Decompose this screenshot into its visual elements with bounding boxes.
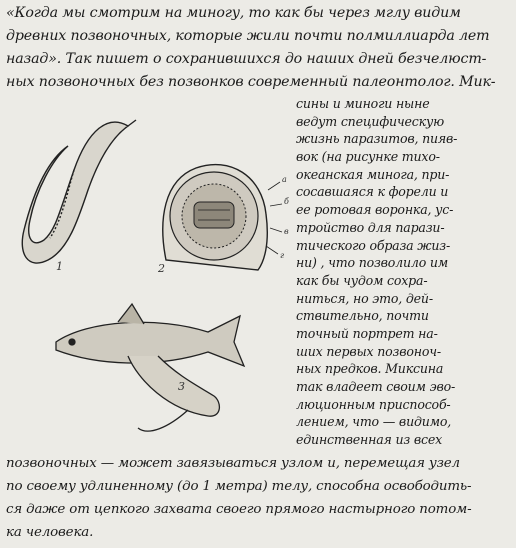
- oral-disc-figure-2: [163, 165, 289, 270]
- paragraph-line: ниться, но это, дей-: [296, 290, 433, 306]
- paragraph-line: ее ротовая воронка, ус-: [296, 202, 454, 218]
- paragraph-line: «Когда мы смотрим на миногу, то как бы через мглу видим: [6, 5, 461, 21]
- figure-label-1: 1: [56, 260, 63, 273]
- paragraph-line: тического образа жиз-: [296, 237, 451, 253]
- paragraph-line: океанская минога, при-: [296, 166, 450, 182]
- paragraph-line: назад». Так пишет о сохранившихся до наших дней безчелюст-: [6, 51, 487, 67]
- paragraph-line: по своему удлиненному (до 1 метра) телу, способна освободить-: [6, 479, 472, 494]
- paragraph-line: ведут специфическую: [296, 113, 444, 129]
- figure-label-3: 3: [178, 380, 185, 393]
- part-label-b: б: [284, 197, 289, 206]
- lamprey-figure-1: [22, 120, 136, 263]
- lamprey-drawing: [8, 110, 296, 450]
- paragraph-line: ных предков. Миксина: [296, 361, 444, 377]
- paragraph-line: позвоночных — может завязываться узлом и, перемещая узел: [6, 456, 460, 471]
- paragraph-line: ка человека.: [6, 525, 94, 540]
- paragraph-line: люционным приспособ-: [296, 396, 451, 412]
- paragraph-line: ших первых позвоноч-: [296, 343, 441, 359]
- paragraph-line: сины и миноги ныне: [296, 96, 430, 111]
- paragraph-line: лением, что — видимо,: [296, 414, 452, 430]
- paragraph-line: ни) , что позволило им: [296, 255, 449, 271]
- lamprey-illustration: [8, 110, 296, 450]
- paragraph-line: точный портрет на-: [296, 325, 438, 341]
- paragraph-line: ных позвоночных без позвонков современный палеонтолог. Мик-: [6, 74, 496, 90]
- part-label-v: в: [284, 227, 289, 236]
- part-label-g: г: [280, 251, 285, 260]
- trout-with-lamprey-figure-3: [56, 304, 244, 431]
- paragraph-line: ствительно, почти: [296, 308, 429, 324]
- paragraph-line: тройство для парази-: [296, 219, 445, 235]
- paragraph-line: древних позвоночных, которые жили почти полмиллиарда лет: [6, 28, 490, 44]
- paragraph-line: вок (на рисунке тихо-: [296, 149, 440, 165]
- paragraph-line: как бы чудом сохра-: [296, 272, 428, 288]
- paragraph-line: ся даже от цепкого захвата своего прямого настырного потом-: [6, 502, 472, 517]
- paragraph-line: жизнь паразитов, пияв-: [296, 131, 458, 147]
- paragraph-line: единственная из всех: [296, 432, 442, 447]
- paragraph-line: сосавшаяся к форели и: [296, 184, 449, 200]
- paragraph-line: так владеет своим эво-: [296, 378, 456, 394]
- part-label-a: а: [282, 175, 287, 184]
- figure-label-2: 2: [158, 262, 165, 275]
